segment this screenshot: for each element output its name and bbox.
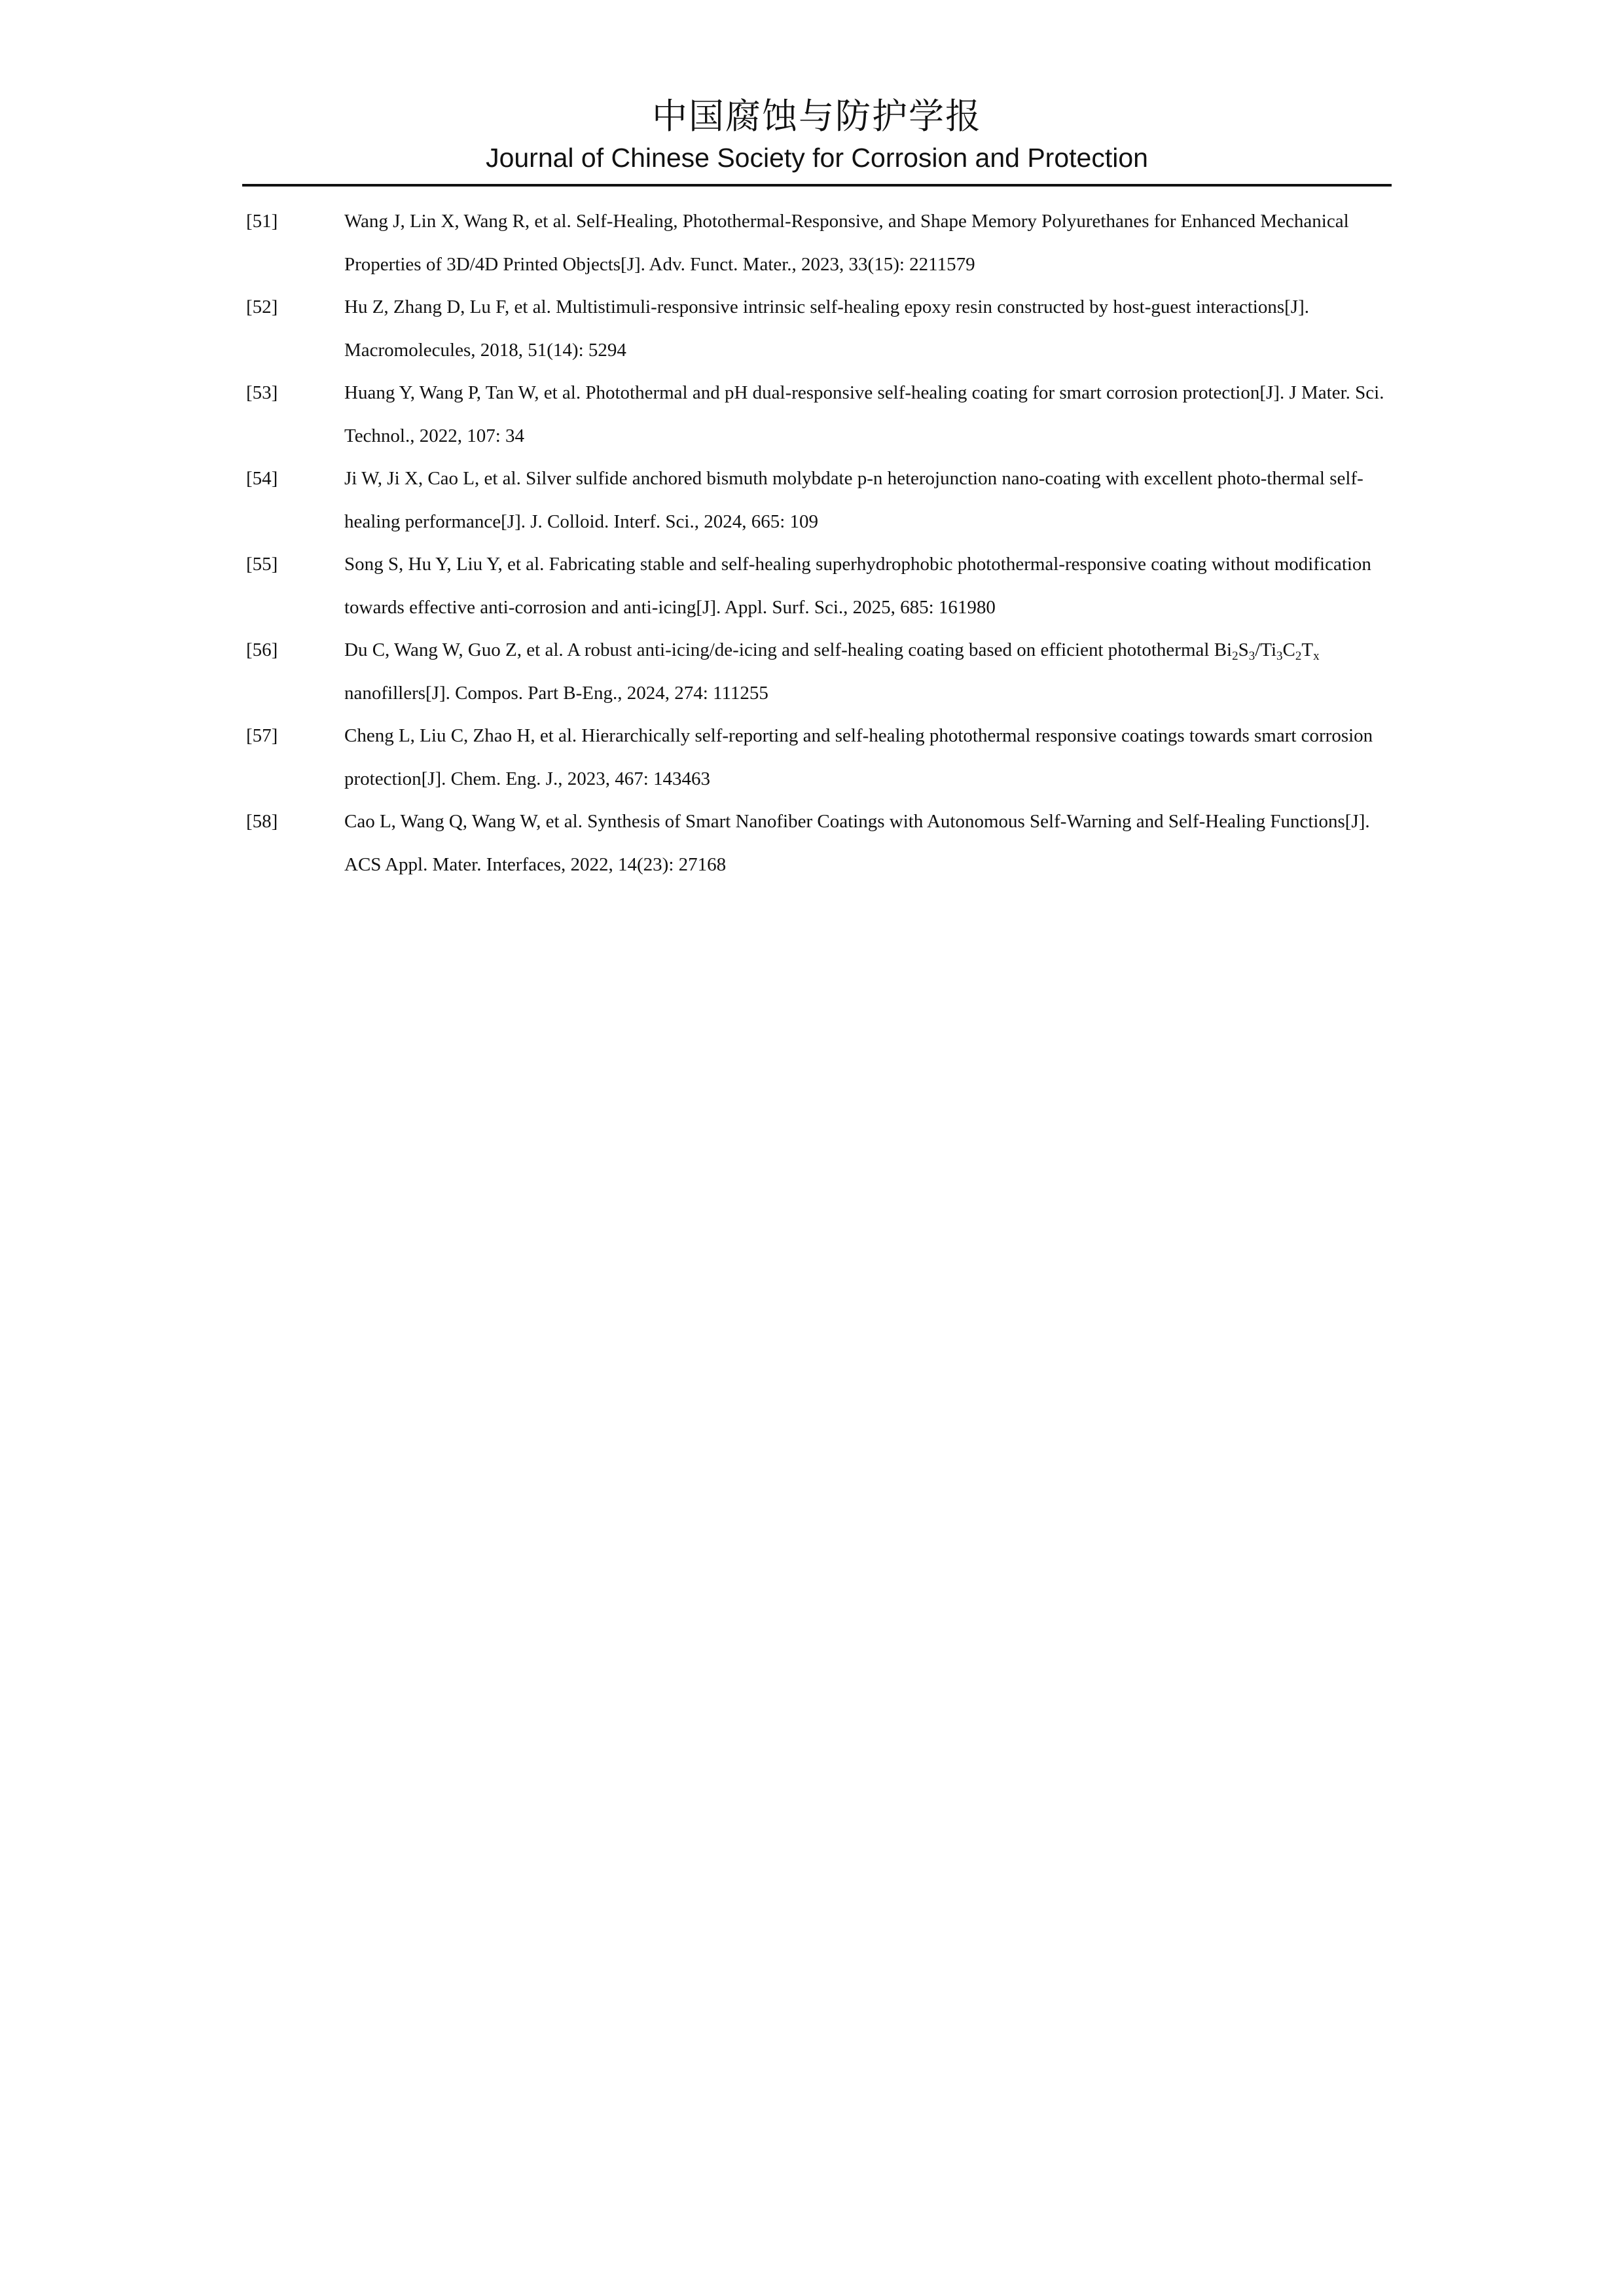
reference-number: [57] [246, 725, 278, 746]
reference-item [246, 629, 1385, 715]
reference-number: [54] [246, 468, 278, 489]
reference-item [246, 372, 1385, 457]
formula-subscript: x [1313, 649, 1320, 663]
reference-text: Hu Z, Zhang D, Lu F, et al. Multistimuli-responsive intrinsic self-healing epoxy resin constructed by host-guest interactions[J]. Macromolecules, 2018, 51(14): 5294 [344, 296, 1309, 361]
reference-number: [53] [246, 382, 278, 403]
reference-number: [55] [246, 554, 278, 575]
reference-number: [52] [246, 296, 278, 317]
reference-number: [58] [246, 811, 278, 832]
chemical-formula [1214, 639, 1320, 663]
journal-title-chinese: 中国腐蚀与防护学报 [652, 96, 982, 137]
reference-item [246, 715, 1385, 800]
formula-subscript: 3 [1248, 649, 1255, 663]
formula-part: S [1238, 639, 1249, 660]
journal-title-english: Journal of Chinese Society for Corrosion and Protection [486, 143, 1148, 173]
reference-item [246, 543, 1385, 629]
formula-part: C [1282, 639, 1295, 660]
reference-list [246, 200, 1385, 886]
formula-subscript: 2 [1295, 649, 1302, 663]
formula-subscript: 2 [1232, 649, 1238, 663]
formula-subscript: 3 [1276, 649, 1283, 663]
reference-item [246, 200, 1385, 286]
formula-part: T [1301, 639, 1314, 660]
reference-text: Cao L, Wang Q, Wang W, et al. Synthesis of Smart Nanofiber Coatings with Autonomous Self-Warning and Self-Healing Functions[J]. ACS Appl. Mater. Interfaces, 2022, 14(23): 27168 [344, 811, 1370, 875]
reference-text-part: Du C, Wang W, Guo Z, et al. A robust anti-icing/de-icing and self-healing coating based on efficient photothermal [344, 639, 1214, 660]
reference-number: [56] [246, 639, 278, 660]
reference-text: Wang J, Lin X, Wang R, et al. Self‐Healing, Photothermal‐Responsive, and Shape Memory Polyurethanes for Enhanced Mechanical Properties of 3D/4D Printed Objects[J]. Adv. Funct. Mater., 2023, 33(15): 2211579 [344, 211, 1349, 275]
reference-text [344, 629, 1385, 715]
reference-item [246, 286, 1385, 372]
reference-text: Huang Y, Wang P, Tan W, et al. Photothermal and pH dual-responsive self-healing coating for smart corrosion protection[J]. J Mater. Sci. Technol., 2022, 107: 34 [344, 382, 1384, 446]
header-rule [242, 184, 1392, 187]
reference-text-part: nanofillers[J]. Compos. Part B-Eng., 2024, 274: 111255 [344, 682, 768, 704]
formula-part: Bi [1214, 639, 1233, 660]
reference-item [246, 457, 1385, 543]
reference-text: Song S, Hu Y, Liu Y, et al. Fabricating stable and self-healing superhydrophobic photothermal-responsive coating without modification towards effective anti-corrosion and anti-icing[J]. Appl. Surf. Sci., 2025, 685: 161980 [344, 554, 1371, 618]
reference-text: Ji W, Ji X, Cao L, et al. Silver sulfide anchored bismuth molybdate p-n heterojunction nano-coating with excellent photo-thermal self-healing performance[J]. J. Colloid. Interf. Sci., 2024, 665: 109 [344, 468, 1363, 532]
page-header [242, 90, 1392, 177]
reference-item [246, 800, 1385, 886]
formula-part: /Ti [1255, 639, 1277, 660]
reference-text: Cheng L, Liu C, Zhao H, et al. Hierarchically self-reporting and self-healing photothermal responsive coatings towards smart corrosion protection[J]. Chem. Eng. J., 2023, 467: 143463 [344, 725, 1373, 789]
reference-number: [51] [246, 211, 278, 232]
